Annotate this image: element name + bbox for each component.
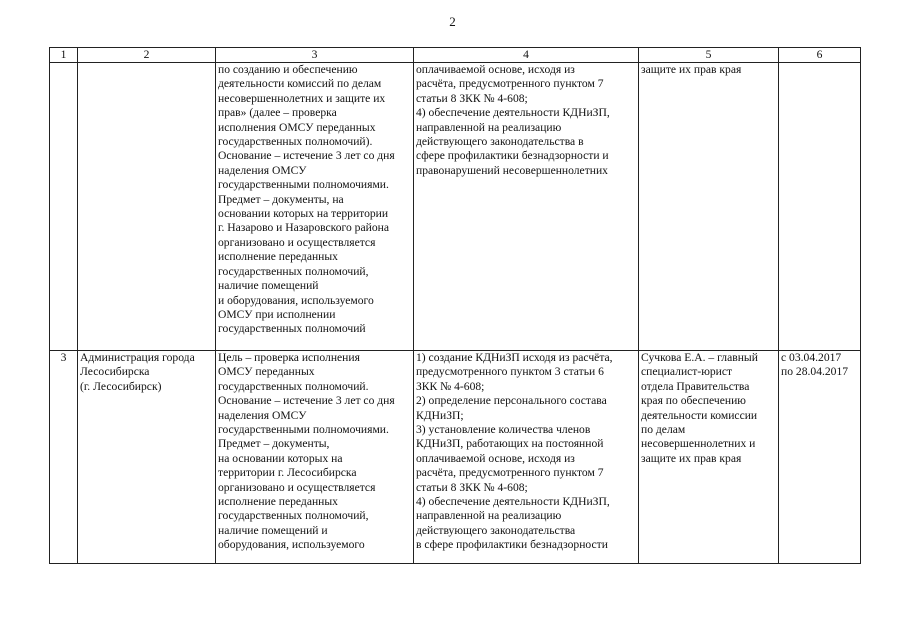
cell-line: организовано и осуществляется [218,235,376,249]
row-number [50,63,78,351]
cell-line: края по обеспечению [641,394,746,408]
header-col-4: 4 [414,48,639,63]
questions-cell [414,351,639,564]
cell-line: отдела Правительства [641,379,750,393]
page-number: 2 [449,14,456,29]
cell-line: и оборудования, используемого [218,293,374,307]
cell-line: КДНиЗП, работающих на постоянной [416,437,604,451]
cell-line: прав» (далее – проверка [218,106,337,120]
header-col-1: 1 [50,48,78,63]
cell-line: на основании которых на [218,451,343,465]
cell-line: статьи 8 ЗКК № 4-608; [416,91,528,105]
cell-line: КДНиЗП; [416,408,464,422]
organization-cell [78,63,216,351]
cell-line: Администрация города [80,351,195,364]
cell-line: исполнение переданных [218,250,338,264]
responsible-cell [639,351,779,564]
period-cell [779,63,861,351]
cell-line: (г. Лесосибирск) [80,379,162,393]
cell-line: Цель – проверка исполнения [218,351,360,364]
cell-line: несовершеннолетних и [641,437,756,451]
cell-line: 1) создание КДНиЗП исходя из расчёта, [416,351,613,364]
cell-line: государственных полномочий [218,322,366,336]
cell-line: Основание – истечение 3 лет со дня [218,394,395,408]
cell-line: государственными полномочиями. [218,423,389,437]
cell-line: 4) обеспечение деятельности КДНиЗП, [416,106,610,120]
subject-cell [216,351,414,564]
cell-line: оплачиваемой основе, исходя из [416,63,575,76]
cell-line: Предмет – документы, [218,437,330,451]
period-cell [779,351,861,564]
header-col-6: 6 [779,48,861,63]
cell-line: несовершеннолетних и защите их [218,91,386,105]
cell-line: деятельности комиссий по делам [218,77,382,91]
cell-line: исполнения ОМСУ переданных [218,120,376,134]
inspection-table [49,47,861,564]
cell-line: направленной на реализацию [416,120,562,134]
cell-line: Сучкова Е.А. – главный [641,351,758,364]
cell-line: 4) обеспечение деятельности КДНиЗП, [416,495,610,509]
cell-line: 2) определение персонального состава [416,394,607,408]
cell-line: статьи 8 ЗКК № 4-608; [416,480,528,494]
cell-line: наделения ОМСУ [218,163,307,177]
cell-line: оборудования, используемого [218,538,365,552]
responsible-cell [639,63,779,351]
cell-line: государственными полномочиями. [218,178,389,192]
cell-line: предусмотренного пунктом 3 статьи 6 [416,365,604,379]
cell-line: деятельности комиссии [641,408,758,422]
header-row [50,48,861,63]
cell-line: наличие помещений [218,279,319,293]
cell-line: расчёта, предусмотренного пунктом 7 [416,77,604,91]
cell-line: специалист-юрист [641,365,733,379]
cell-line: сфере профилактики безнадзорности и [416,149,609,163]
cell-line: ЗКК № 4-608; [416,379,485,393]
table-row [50,63,861,351]
cell-line: Основание – истечение 3 лет со дня [218,149,395,163]
header-col-5: 5 [639,48,779,63]
cell-line: государственных полномочий). [218,135,373,149]
cell-line: Предмет – документы, на [218,192,344,206]
organization-cell [78,351,216,564]
cell-line: организовано и осуществляется [218,480,376,494]
cell-line: действующего законодательства [416,523,576,537]
cell-line: в сфере профилактики безнадзорности [416,538,608,552]
cell-line: защите их прав края [641,451,742,465]
cell-line: 3) установление количества членов [416,423,591,437]
cell-line: наделения ОМСУ [218,408,307,422]
subject-cell [216,63,414,351]
header-col-2: 2 [78,48,216,63]
cell-line: территории г. Лесосибирска [218,466,357,480]
cell-line: государственных полномочий, [218,509,369,523]
row-number: 3 [50,351,78,564]
table-row [50,351,861,564]
cell-line: по делам [641,423,686,437]
cell-line: с 03.04.2017 [781,351,842,364]
cell-line: основании которых на территории [218,207,389,221]
cell-line: оплачиваемой основе, исходя из [416,451,575,465]
cell-line: государственных полномочий. [218,379,369,393]
cell-line: г. Назарово и Назаровского района [218,221,389,235]
cell-line: по 28.04.2017 [781,365,849,379]
cell-line: по созданию и обеспечению [218,63,358,76]
cell-line: защите их прав края [641,63,742,76]
cell-line: правонарушений несовершеннолетних [416,163,608,177]
header-col-3: 3 [216,48,414,63]
cell-line: расчёта, предусмотренного пунктом 7 [416,466,604,480]
cell-line: ОМСУ при исполнении [218,307,336,321]
cell-line: ОМСУ переданных [218,365,315,379]
cell-line: действующего законодательства в [416,135,584,149]
cell-line: Лесосибирска [80,365,150,379]
cell-line: государственных полномочий, [218,264,369,278]
questions-cell [414,63,639,351]
cell-line: наличие помещений и [218,523,328,537]
cell-line: исполнение переданных [218,495,338,509]
cell-line: направленной на реализацию [416,509,562,523]
